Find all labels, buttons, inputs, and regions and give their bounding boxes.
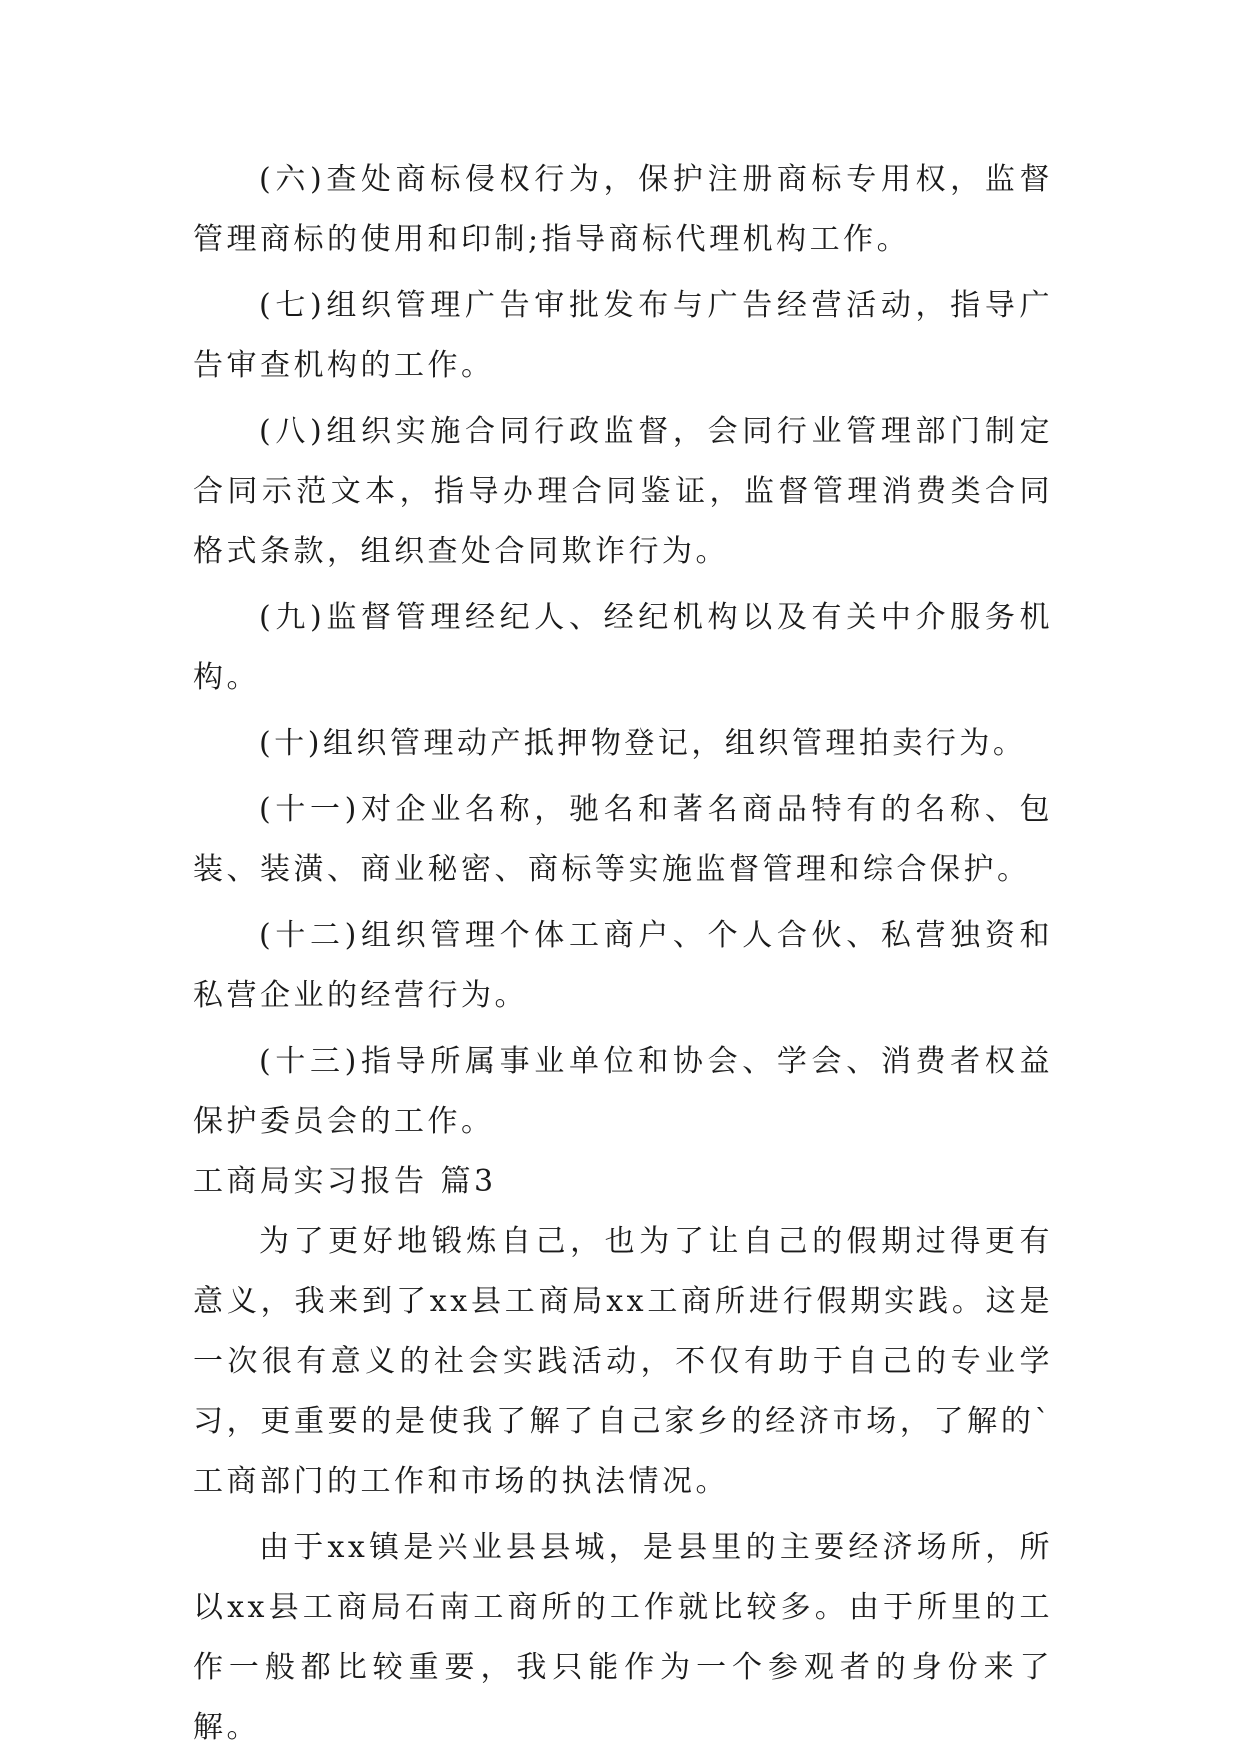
- paragraph-8: (八)组织实施合同行政监督，会同行业管理部门制定合同示范文本，指导办理合同鉴证，监督管理消费类合同格式条款，组织查处合同欺诈行为。: [193, 414, 1053, 569]
- paragraph-7: (七)组织管理广告审批发布与广告经营活动，指导广告审查机构的工作。: [193, 288, 1053, 383]
- document-body: [193, 150, 1053, 1758]
- paragraph-workplace: 由于xx镇是兴业县县城，是县里的主要经济场所，所以xx县工商局石南工商所的工作就比较多。由于所里的工作一般都比较重要，我只能作为一个参观者的身份来了解。: [193, 1530, 1053, 1745]
- paragraph-intro: 为了更好地锻炼自己，也为了让自己的假期过得更有意义，我来到了xx县工商局xx工商所进行假期实践。这是一次很有意义的社会实践活动，不仅有助于自己的专业学习，更重要的是使我了解了自己家乡的经济市场，了解的`工商部门的工作和市场的执法情况。: [193, 1224, 1053, 1499]
- section-heading: 工商局实习报告 篇3: [193, 1164, 497, 1199]
- paragraph-12: (十二)组织管理个体工商户、个人合伙、私营独资和私营企业的经营行为。: [193, 918, 1053, 1013]
- paragraph-11: (十一)对企业名称，驰名和著名商品特有的名称、包装、装潢、商业秘密、商标等实施监督管理和综合保护。: [193, 792, 1053, 887]
- paragraph-10: (十)组织管理动产抵押物登记，组织管理拍卖行为。: [259, 726, 1027, 761]
- paragraph-9: (九)监督管理经纪人、经纪机构以及有关中介服务机构。: [193, 600, 1053, 695]
- paragraph-13: (十三)指导所属事业单位和协会、学会、消费者权益保护委员会的工作。: [193, 1044, 1053, 1139]
- paragraph-6: (六)查处商标侵权行为，保护注册商标专用权，监督管理商标的使用和印制;指导商标代理机构工作。: [193, 162, 1053, 257]
